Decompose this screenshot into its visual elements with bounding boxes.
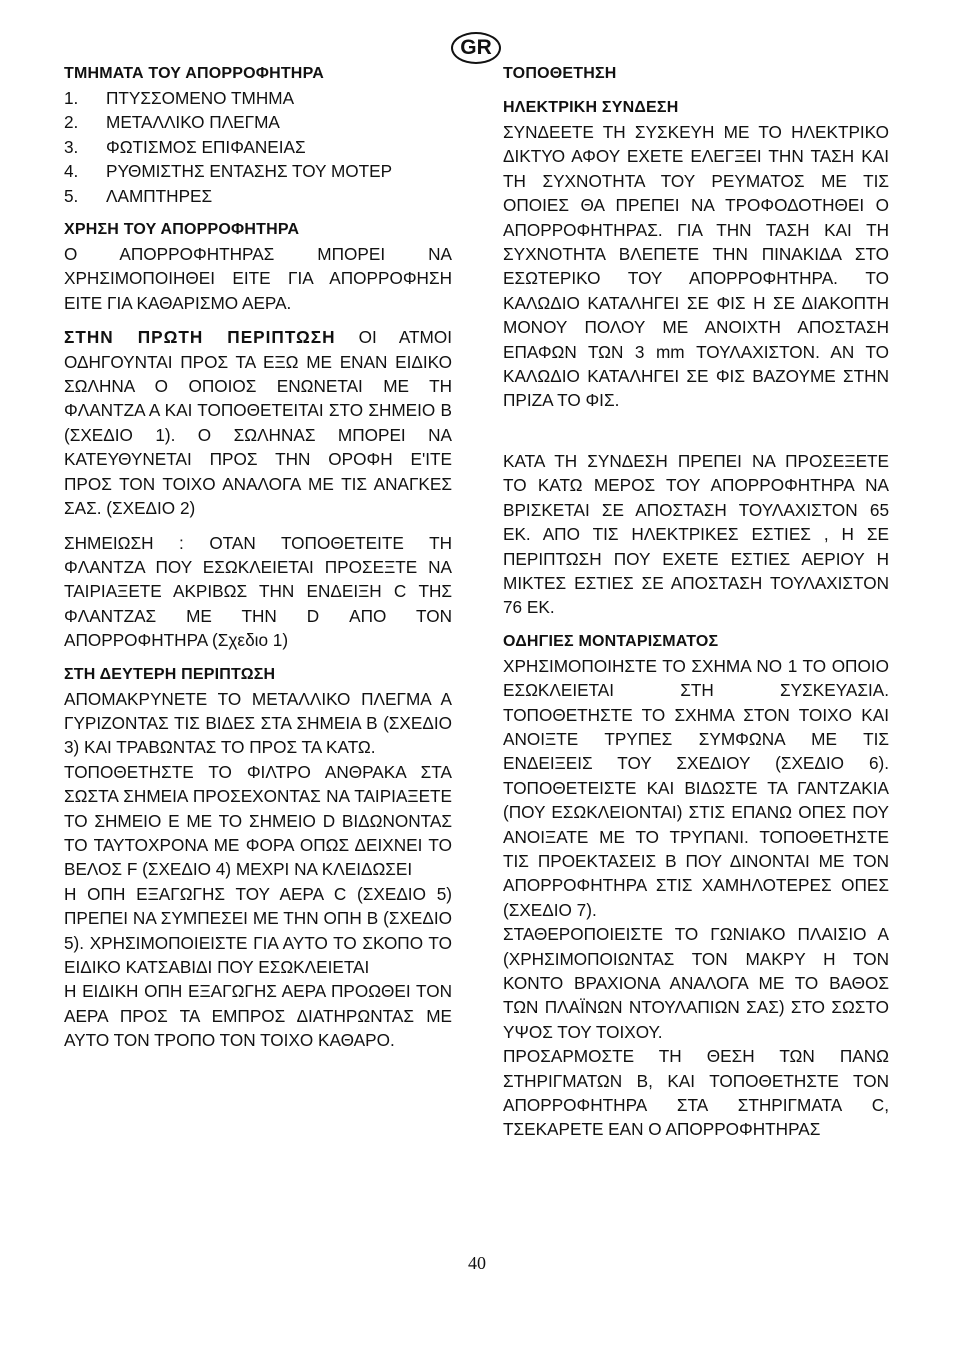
list-item-label: ΛΑΜΠΤΗΡΕΣ [106, 185, 213, 206]
list-item [64, 184, 452, 208]
first-case-text: ΟΙ ΑΤΜΟΙ ΟΔΗΓΟΥΝΤΑΙ ΠΡΟΣ ΤΑ ΕΞΩ ΜΕ ΕΝΑΝ ΕΙΔΙΚΟ ΣΩΛΗΝΑ Ο ΟΠΟΙΟΣ ΕΝΩΝΕΤΑΙ ΜΕ ΤΗ ΦΛΑΝΤΖΑ Α ΚΑΙ ΤΟΠΟΘΕΤΕΙΤΑΙ ΣΤΟ ΣΗΜΕΙΟ Β (ΣΧΕΔΙΟ 1). Ο ΣΩΛΗΝΑΣ ΜΠΟΡΕΙ ΝΑ ΚΑΤΕΥΘΥΝΕΤΑΙ ΠΡΟΣ ΤΗΝ ΟΡΟΦΗ Ε'ΙΤΕ ΠΡΟΣ ΤΟΝ ΤΟΙΧΟ ΑΝΑΛΟΓΑ ΜΕ ΤΙΣ ΑΝΑΓΚΕΣ ΣΑΣ. (ΣΧΕΔΙΟ 2) [64, 327, 452, 519]
list-item-label: ΠΤΥΣΣΟΜΕΝΟ ΤΜΗΜΑ [106, 88, 295, 108]
second-case-paragraph-1: ΑΠΟΜΑΚΡΥΝΕΤΕ ΤΟ ΜΕΤΑΛΛΙΚΟ ΠΛΕΓΜΑ Α ΓΥΡΙΖΟΝΤΑΣ ΤΙΣ ΒΙΔΕΣ ΣΤΑ ΣΗΜΕΙΑ Β (ΣΧΕΔΙΟ 3) ΚΑΙ ΤΡΑΒΩΝΤΑΣ ΤΟ ΠΡΟΣ ΤΑ ΚΑΤΩ. [64, 688, 452, 758]
first-case-lead: ΣΤΗΝ ΠΡΩΤΗ ΠΕΡΙΠΤΩΣΗ [64, 327, 336, 348]
language-badge: GR [451, 32, 501, 64]
install-heading: ΤΟΠΟΘΕΤΗΣΗ [503, 65, 617, 82]
list-item-number: 1. [64, 88, 79, 108]
second-case-paragraph-4: Η ΕΙΔΙΚΗ ΟΠΗ ΕΞΑΓΩΓΗΣ ΑΕΡΑ ΠΡΟΩΘΕΙ ΤΟΝ ΑΕΡΑ ΠΡΟΣ ΤΑ ΕΜΠΡΟΣ ΔΙΑΤΗΡΩΝΤΑΣ ΜΕ ΑΥΤΟ ΤΟΝ ΤΡΟΠΟ ΤΟΝ ΤΟΙΧΟ ΚΑΘΑΡΟ. [64, 981, 452, 1051]
second-case-paragraph-2: ΤΟΠΟΘΕΤΗΣΤΕ ΤΟ ΦΙΛΤΡΟ ΑΝΘΡΑΚΑ ΣΤΑ ΣΩΣΤΑ ΣΗΜΕΙΑ ΠΡΟΣΕΧΟΝΤΑΣ ΝΑ ΤΑΙΡΙΑΞΕΤΕ ΤΟ ΣΗΜΕΙΟ Ε ΜΕ ΤΟ ΣΗΜΕΙΟ D ΒΙΔΩΝΟΝΤΑΣ ΤΟ ΤΑΥΤΟΧΡΟΝΑ ΜΕ ΦΟΡΑ ΟΠΩΣ ΔΕΙΧΝΕΙ ΤΟ ΒΕΛΟΣ F (ΣΧΕΔΙΟ 4) ΜΕΧΡΙ ΝΑ ΚΛΕΙΔΩΣΕΙ [64, 761, 452, 880]
right-column [503, 62, 889, 1142]
list-item-label: ΦΩΤΙΣΜΟΣ ΕΠΙΦΑΝΕΙΑΣ [106, 136, 306, 157]
parts-list [64, 86, 452, 208]
electrical-heading: ΗΛΕΚΤΡΙΚΗ ΣΥΝΔΕΣΗ [503, 99, 679, 116]
use-heading: ΧΡΗΣΗ ΤΟΥ ΑΠΟΡΡΟΦΗΤΗΡΑ [64, 221, 300, 239]
list-item [64, 135, 452, 159]
page-number: 40 [468, 1253, 486, 1273]
list-item [64, 86, 452, 110]
mounting-paragraph-1: ΧΡΗΣΙΜΟΠΟΙΗΣΤΕ ΤΟ ΣΧΗΜΑ ΝΟ 1 ΤΟ ΟΠΟΙΟ ΕΣΩΚΛΕΙΕΤΑΙ ΣΤΗ ΣΥΣΚΕΥΑΣΙΑ. ΤΟΠΟΘΕΤΗΣΤΕ ΤΟ ΣΧΗΜΑ ΣΤΟΝ ΤΟΙΧΟ ΚΑΙ ΑΝΟΙΞΤΕ ΤΡΥΠΕΣ ΣΥΜΦΩΝΑ ΜΕ ΤΙΣ ΕΝΔΕΙΞΕΙΣ ΤΟΥ ΣΧΕΔΙΟΥ (ΣΧΕΔΙΟ 6). ΤΟΠΟΘΕΤΕΙΣΤΕ ΚΑΙ ΒΙΔΩΣΤΕ ΤΑ ΓΑΝΤΖΑΚΙΑ (ΠΟΥ ΕΣΩΚΛΕΙΟΝΤΑΙ) ΣΤΙΣ ΕΠΑΝΩ ΟΠΕΣ ΠΟΥ ΑΝΟΙΞΑΤΕ ΜΕ ΤΟ ΤΡΥΠΑΝΙ. ΤΟΠΟΘΕΤΗΣΤΕ ΤΙΣ ΠΡΟΕΚΤΑΣΕΙΣ Β ΠΟΥ ΔΙΝΟΝΤΑΙ ΜΕ ΤΟΝ ΑΠΟΡΡΟΦΗΤΗΡΑ ΣΤΙΣ ΧΑΜΗΛΟΤΕΡΕΣ ΟΠΕΣ (ΣΧΕΔΙΟ 7). [503, 655, 889, 920]
second-case-paragraph-3: Η ΟΠΗ ΕΞΑΓΩΓΗΣ ΤΟΥ ΑΕΡΑ C (ΣΧΕΔΙΟ 5) ΠΡΕΠΕΙ ΝΑ ΣΥΜΠΕΣΕΙ ΜΕ ΤΗΝ ΟΠΗ Β (ΣΧΕΔΙΟ 5). ΧΡΗΣΙΜΟΠΟΙΕΙΣΤΕ ΓΙΑ ΑΥΤΟ ΤΟ ΣΚΟΠΟ ΤΟ ΕΙΔΙΚΟ ΚΑΤΣΑΒΙΔΙ ΠΟΥ ΕΣΩΚΛΕΙΕΤΑΙ [64, 883, 452, 977]
first-case-paragraph [64, 325, 452, 520]
mounting-paragraph-3: ΠΡΟΣΑΡΜΟΣΤΕ ΤΗ ΘΕΣΗ ΤΩΝ ΠΑΝΩ ΣΤΗΡΙΓΜΑΤΩΝ Β, ΚΑΙ ΤΟΠΟΘΕΤΗΣΤΕ ΤΟΝ ΑΠΟΡΡΟΦΗΤΗΡΑ ΣΤΑ ΣΤΗΡΙΓΜΑΤΑ C, ΤΣΕΚΑΡΕΤΕ ΕΑΝ Ο ΑΠΟΡΡΟΦΗΤΗΡΑΣ [503, 1046, 889, 1140]
electrical-paragraph-2: ΚΑΤΑ ΤΗ ΣΥΝΔΕΣΗ ΠΡΕΠΕΙ ΝΑ ΠΡΟΣΕΞΕΤΕ ΤΟ ΚΑΤΩ ΜΕΡΟΣ ΤΟΥ ΑΠΟΡΡΟΦΗΤΗΡΑ ΝΑ ΒΡΙΣΚΕΤΑΙ ΣΕ ΑΠΟΣΤΑΣΗ ΤΟΥΛΑΧΙΣΤΟΝ 65 ΕΚ. ΑΠΟ ΤΙΣ ΗΛΕΚΤΡΙΚΕΣ ΕΣΤΙΕΣ , Η ΣΕ ΠΕΡΙΠΤΩΣΗ ΠΟΥ ΕΧΕΤΕ ΕΣΤΙΕΣ ΑΕΡΙΟΥ Η ΜΙΚΤΕΣ ΕΣΤΙΕΣ ΣΕ ΑΠΟΣΤΑΣΗ ΤΟΥΛΑΧΙΣΤΟΝ 76 ΕΚ. [503, 450, 889, 618]
mounting-heading: ΟΔΗΓΙΕΣ ΜΟΝΤΑΡΙΣΜΑΤΟΣ [503, 632, 719, 650]
second-case-heading: ΣΤΗ ΔΕΥΤΕΡΗ ΠΕΡΙΠΤΩΣΗ [64, 665, 276, 683]
list-item-label: ΜΕΤΑΛΛΙΚΟ ΠΛΕΓΜΑ [106, 112, 280, 133]
list-item-number: 5. [64, 185, 79, 206]
list-item [64, 159, 452, 183]
list-item-number: 2. [64, 112, 79, 133]
list-item-number: 3. [64, 136, 79, 157]
mounting-paragraph-2: ΣΤΑΘΕΡΟΠΟΙΕΙΣΤΕ ΤΟ ΓΩΝΙΑΚΟ ΠΛΑΙΣΙΟ Α (ΧΡΗΣΙΜΟΠΟΙΩΝΤΑΣ ΤΟΝ ΜΑΚΡΥ Η ΤΟΝ ΚΟΝΤΟ ΒΡΑΧΙΟΝΑ ΑΝΑΛΟΓΑ ΜΕ ΤΟ ΒΑΘΟΣ ΤΩΝ ΠΛΑΪΝΩΝ ΝΤΟΥΛΑΠΙΩΝ ΣΑΣ) ΣΤΟ ΣΩΣΤΟ ΥΨΟΣ ΤΟΥ ΤΟΙΧΟΥ. [503, 924, 889, 1042]
list-item-label: ΡΥΘΜΙΣΤΗΣ ΕΝΤΑΣΗΣ ΤΟΥ ΜΟΤΕΡ [106, 161, 393, 182]
left-column [64, 62, 452, 1053]
list-item [64, 110, 452, 134]
electrical-paragraph-1: ΣΥΝΔΕΕΤΕ ΤΗ ΣΥΣΚΕΥΗ ΜΕ ΤΟ ΗΛΕΚΤΡΙΚΟ ΔΙΚΤΥΟ ΑΦΟΥ ΕΧΕΤΕ ΕΛΕΓΞΕΙ ΤΗΝ ΤΑΣΗ ΚΑΙ ΤΗ ΣΥΧΝΟΤΗΤΑ ΤΟΥ ΡΕΥΜΑΤΟΣ ΜΕ ΤΙΣ ΟΠΟΙΕΣ ΘΑ ΠΡΕΠΕΙ ΝΑ ΤΡΟΦΟΔΟΤΗΘΕΙ Ο ΑΠΟΡΡΟΦΗΤΗΡΑΣ. ΓΙΑ ΤΗΝ ΤΑΣΗ ΚΑΙ ΤΗ ΣΥΧΝΟΤΗΤΑ ΒΛΕΠΕΤΕ ΤΗΝ ΠΙΝΑΚΙΔΑ ΣΤΟ ΕΣΩΤΕΡΙΚΟ ΤΟΥ ΑΠΟΡΡΟΦΗΤΗΡΑ. ΤΟ ΚΑΛΩΔΙΟ ΚΑΤΑΛΗΓΕΙ ΣΕ ΦΙΣ Η ΣΕ ΔΙΑΚΟΠΤΗ ΜΟΝΟΥ ΠΟΛΟΥ ΜΕ ΑΝΟΙΧΤΗ ΑΠΟΣΤΑΣΗ ΕΠΑΦΩΝ ΤΩΝ 3 mm ΤΟΥΛΑΧΙΣΤΟΝ. ΑΝ ΤΟ ΚΑΛΩΔΙΟ ΚΑΤΑΛΗΓΕΙ ΣΕ ΦΙΣ ΒΑΖΟΥΜΕ ΣΤΗΝ ΠΡΙΖΑ ΤΟ ΦΙΣ. [503, 122, 889, 411]
note-paragraph: ΣΗΜΕΙΩΣΗ : ΟΤΑΝ ΤΟΠΟΘΕΤΕΙΤΕ ΤΗ ΦΛΑΝΤΖΑ ΠΟΥ ΕΣΩΚΛΕΙΕΤΑΙ ΠΡΟΣΕΞΤΕ ΝΑ ΤΑΙΡΙΑΞΕΤΕ ΑΚΡΙΒΩΣ ΤΗΝ ΕΝΔΕΙΞΗ C ΤΗΣ ΦΛΑΝΤΖΑΣ ΜΕ ΤΗΝ D ΑΠΟ ΤΟΝ ΑΠΟΡΡΟΦΗΤΗΡΑ (Σχεδιο 1) [64, 532, 452, 651]
list-item-number: 4. [64, 161, 79, 182]
use-paragraph: Ο ΑΠΟΡΡΟΦΗΤΗΡΑΣ ΜΠΟΡΕΙ ΝΑ ΧΡΗΣΙΜΟΠΟΙΗΘΕΙ ΕΙΤΕ ΓΙΑ ΑΠΟΡΡΟΦΗΣΗ ΕΙΤΕ ΓΙΑ ΚΑΘΑΡΙΣΜΟ ΑΕΡΑ. [64, 244, 452, 313]
parts-heading: ΤΜΗΜΑΤΑ ΤΟΥ ΑΠΟΡΡΟΦΗΤΗΡΑ [64, 65, 325, 82]
